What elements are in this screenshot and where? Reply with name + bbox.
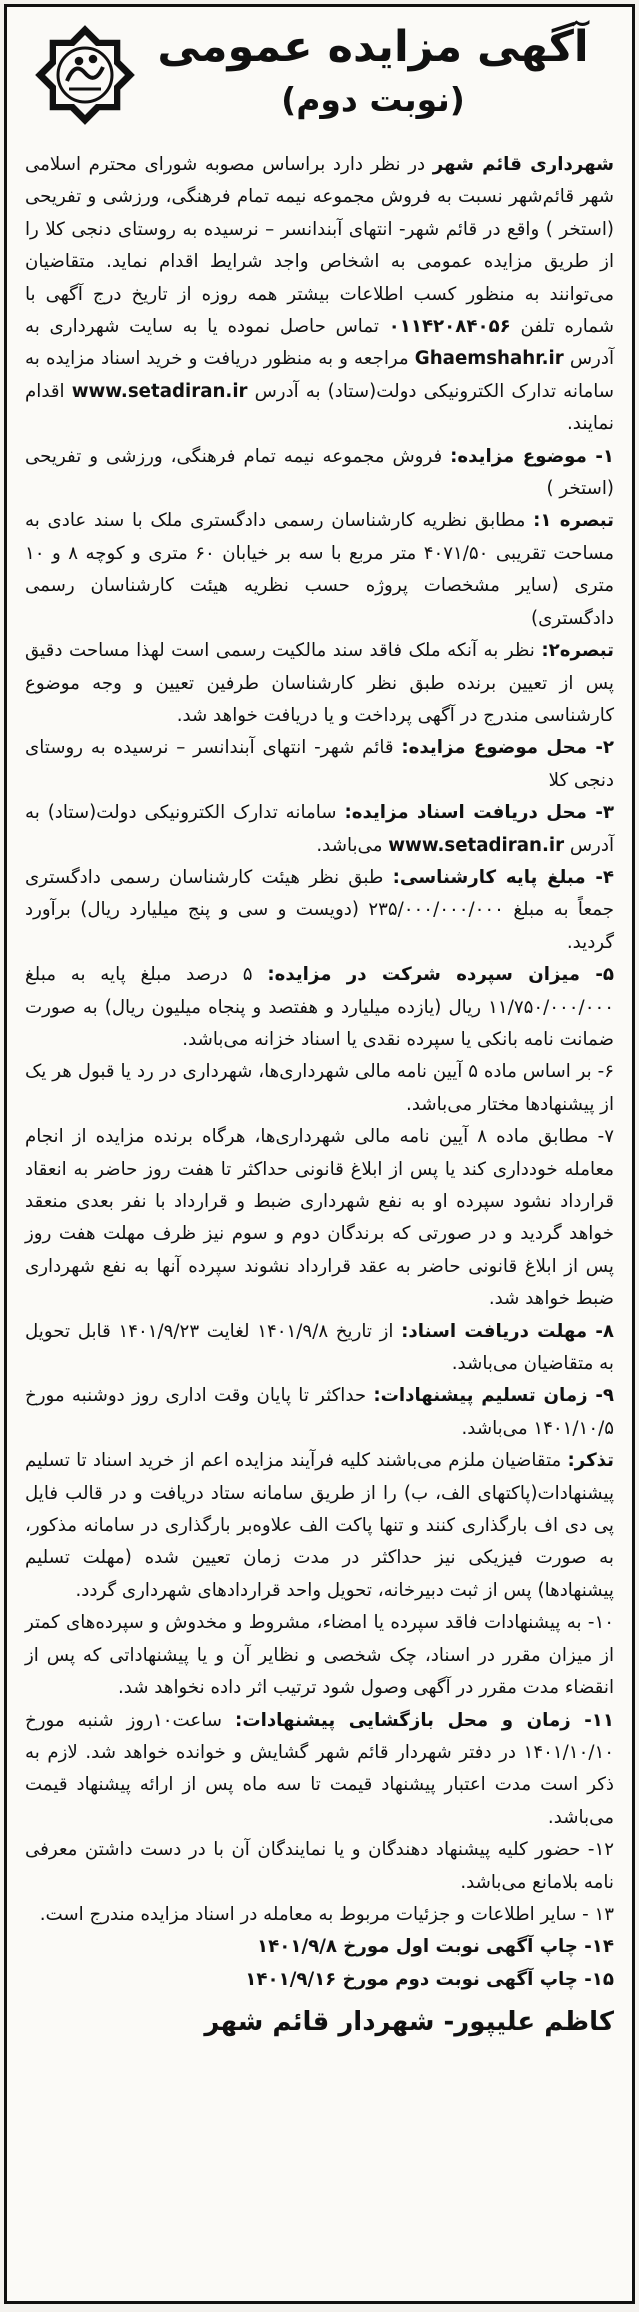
item-label: ۲- محل موضوع مزایده: xyxy=(401,737,614,759)
item-base-price xyxy=(25,862,614,959)
item-text: ۱۵- چاپ آگهی نوبت دوم مورخ ۱۴۰۱/۹/۱۶ xyxy=(245,1968,614,1990)
notice-subtitle: (نوبت دوم) xyxy=(281,80,465,119)
item-note-1 xyxy=(25,505,614,635)
intro-text-4: اقدام نمایند. xyxy=(25,380,614,435)
intro-text-1: در نظر دارد براساس مصوبه شورای محترم اسلامی شهر قائم‌شهر نسبت به فروش مجموعه نیمه تمام فرهنگی، ورزشی و تفریحی (استخر ) واقع در قائم شهر- انتهای آبندانسر – نرسیده به روستای دنجی کلا را از طریق مزایده عمومی به اشخاص واجد شرایط اقدام نماید. متقاضیان می‌توانند به منظور کسب اطلاعات بیشتر همه روزه از تاریخ درج آگهی با شماره تلفن xyxy=(25,154,614,338)
intro-lead: شهرداری قائم شهر xyxy=(432,154,614,175)
item-label: ۱- موضوع مزایده: xyxy=(450,445,614,467)
item-text: فروش مجموعه نیمه تمام فرهنگی، ورزشی و تفریحی (استخر ) xyxy=(25,445,614,500)
item-text: حداکثر تا پایان وقت اداری روز دوشنبه مورخ ۱۴۰۱/۱۰/۵ می‌باشد. xyxy=(25,1385,614,1439)
item-subject xyxy=(25,441,614,506)
notice-page xyxy=(4,4,635,2304)
item-label: تبصره ۱: xyxy=(533,510,614,532)
item-label: ۴- مبلغ پایه کارشناسی: xyxy=(392,866,614,888)
item-label: ۳- محل دریافت اسناد مزایده: xyxy=(344,802,614,824)
item-text: ۱۲- حضور کلیه پیشنهاد دهندگان و یا نمایندگان آن با در دست داشتن معرفی نامه بلامانع می‌باشد. xyxy=(25,1839,614,1893)
notice-body xyxy=(25,149,614,2044)
intro-paragraph xyxy=(25,149,614,441)
municipality-logo xyxy=(33,23,137,127)
title-block xyxy=(138,17,608,123)
item-text: مطابق نظریه کارشناسان رسمی دادگستری ملک با سند عادی به مساحت تقریبی ۴۰۷۱/۵۰ متر مربع با سه بر خیابان ۶۰ متری و کوچه ۸ و ۱۰ متری (سایر مشخصات پروژه حسب نظریه هیئت کارشناسان رسمی دادگستری) xyxy=(25,510,614,629)
item-reminder xyxy=(25,1445,614,1607)
item-note-2 xyxy=(25,635,614,732)
item-text: متقاضیان ملزم می‌باشند کلیه فرآیند مزایده اعم از خرید اسناد تا تسلیم پیشنهادات(پاکتهای الف، ب) را از طریق سامانه ستاد دریافت و در قالب فایل پی دی اف بارگذاری کنند و تنها پاکت الف علاوه‌بر بارگذاری در سامانه مذکور، به صورت فیزیکی نیز حداکثر در مدت زمان تعیین شده (مهلت تسلیم پیشنهادها) پس از ثبت دبیرخانه، تحویل واحد قراردادهای شهرداری گردد. xyxy=(25,1450,614,1601)
item-label: ۸- مهلت دریافت اسناد: xyxy=(401,1320,615,1342)
item-label: ۵- میزان سپرده شرکت در مزایده: xyxy=(267,964,614,986)
item-submission-time xyxy=(25,1380,614,1445)
item-text: ۱۰- به پیشنهادات فاقد سپرده یا امضاء، مشروط و مخدوش و سپرده‌های کمتر از میزان مقرر در اسناد، چک شخصی و نظایر آن و یا پیشنهاداتی که پس از انقضاء مدت مقرر در آگهی وصول شود ترتیب اثر داده نخواهد شد. xyxy=(25,1612,614,1699)
item-text-after: می‌باشد. xyxy=(316,834,389,856)
header xyxy=(25,17,614,149)
item-deposit xyxy=(25,959,614,1056)
item-deadline-documents xyxy=(25,1316,614,1381)
item-12 xyxy=(25,1834,614,1899)
item-text: طبق نظر هیئت کارشناسان رسمی دادگستری جمعاً به مبلغ ۲۳۵/۰۰۰/۰۰۰/۰۰۰ (دویست و سی و پنج میلیارد ریال) برآورد گردید. xyxy=(25,866,614,953)
signature: کاظم علیپور- شهردار قائم شهر xyxy=(204,2007,614,2038)
item-text: ۱۳ - سایر اطلاعات و جزئیات مربوط به معامله در اسناد مزایده مندرج است. xyxy=(39,1903,614,1925)
item-label: تذکر: xyxy=(567,1450,614,1472)
item-label: ۹- زمان تسلیم پیشنهادات: xyxy=(373,1385,614,1407)
phone-number: ۰۱۱۴۲۰۸۴۰۵۶ xyxy=(388,316,511,338)
item-15 xyxy=(25,1964,614,1996)
intro-text-3: مراجعه و به منظور دریافت و خرید اسناد مزایده به سامانه تدارک الکترونیکی دولت(ستاد) به آدرس xyxy=(25,348,615,402)
setad-website-link-2[interactable]: www.setadiran.ir xyxy=(388,834,565,856)
item-text: از تاریخ ۱۴۰۱/۹/۸ لغایت ۱۴۰۱/۹/۲۳ قابل تحویل به متقاضیان می‌باشد. xyxy=(25,1320,614,1375)
item-10 xyxy=(25,1607,614,1704)
item-text: ۵ درصد مبلغ پایه به مبلغ ۱۱/۷۵۰/۰۰۰/۰۰۰ ریال (یازده میلیارد و هفتصد و پنجاه میلیون ریال) به صورت ضمانت نامه بانکی یا سپرده نقدی یا اسناد خزانه می‌باشد. xyxy=(25,964,614,1050)
item-text: قائم شهر- انتهای آبندانسر – نرسیده به روستای دنجی کلا xyxy=(25,737,614,791)
item-opening xyxy=(25,1705,614,1835)
item-13 xyxy=(25,1899,614,1931)
item-7 xyxy=(25,1121,614,1315)
item-14 xyxy=(25,1931,614,1963)
setad-website-link[interactable]: www.setadiran.ir xyxy=(71,380,248,402)
item-text: ۷- مطابق ماده ۸ آیین نامه مالی شهرداری‌ها، هرگاه برنده مزایده از انجام معامله خودداری کند یا پس از ابلاغ قانونی حداکثر تا هفت روز حاضر به انعقاد قرارداد نشود سپرده او به نفع شهرداری ضبط و قرارداد با نفر بعدی منعقد خواهد گردید و در صورتی که برندگان دوم و سوم نیز ظرف مهلت هفت روز پس از ابلاغ قانونی حاضر به عقد قرارداد نشوند سپرده آنها به نفع شهرداری ضبط خواهد شد. xyxy=(25,1126,614,1310)
notice-title: آگهی مزایده عمومی xyxy=(157,22,589,72)
item-label: تبصره۲: xyxy=(541,640,614,662)
intro-text-2: تماس حاصل نموده یا به سایت شهرداری به آدرس xyxy=(25,316,614,370)
item-label: ۱۱- زمان و محل بازگشایی پیشنهادات: xyxy=(235,1709,614,1731)
item-documents xyxy=(25,797,614,862)
item-text: نظر به آنکه ملک فاقد سند مالکیت رسمی است لهذا مساحت دقیق پس از تعیین برنده طبق نظر کارشناسان طرفین تعیین و وجه موضوع کارشناسی مندرج در آگهی پرداخت و یا دریافت خواهد شد. xyxy=(25,640,614,726)
municipality-seal-icon xyxy=(33,23,137,127)
item-6 xyxy=(25,1056,614,1121)
item-text: سامانه تدارک الکترونیکی دولت(ستاد) به آدرس xyxy=(25,802,614,856)
municipality-website-link[interactable]: Ghaemshahr.ir xyxy=(414,348,564,370)
item-text: ساعت۱۰روز شنبه مورخ ۱۴۰۱/۱۰/۱۰ در دفتر شهردار قائم شهر گشایش و خوانده خواهد شد. لازم به ذکر است مدت اعتبار پیشنهاد قیمت تا سه ماه پس از ارائه پیشنهاد قیمت می‌باشد. xyxy=(25,1709,614,1828)
item-location xyxy=(25,732,614,797)
item-text: ۱۴- چاپ آگهی نوبت اول مورخ ۱۴۰۱/۹/۸ xyxy=(257,1936,614,1958)
item-text: ۶- بر اساس ماده ۵ آیین نامه مالی شهرداری‌ها، شهرداری در رد یا قبول هر یک از پیشنهادها مختار می‌باشد. xyxy=(25,1061,614,1115)
